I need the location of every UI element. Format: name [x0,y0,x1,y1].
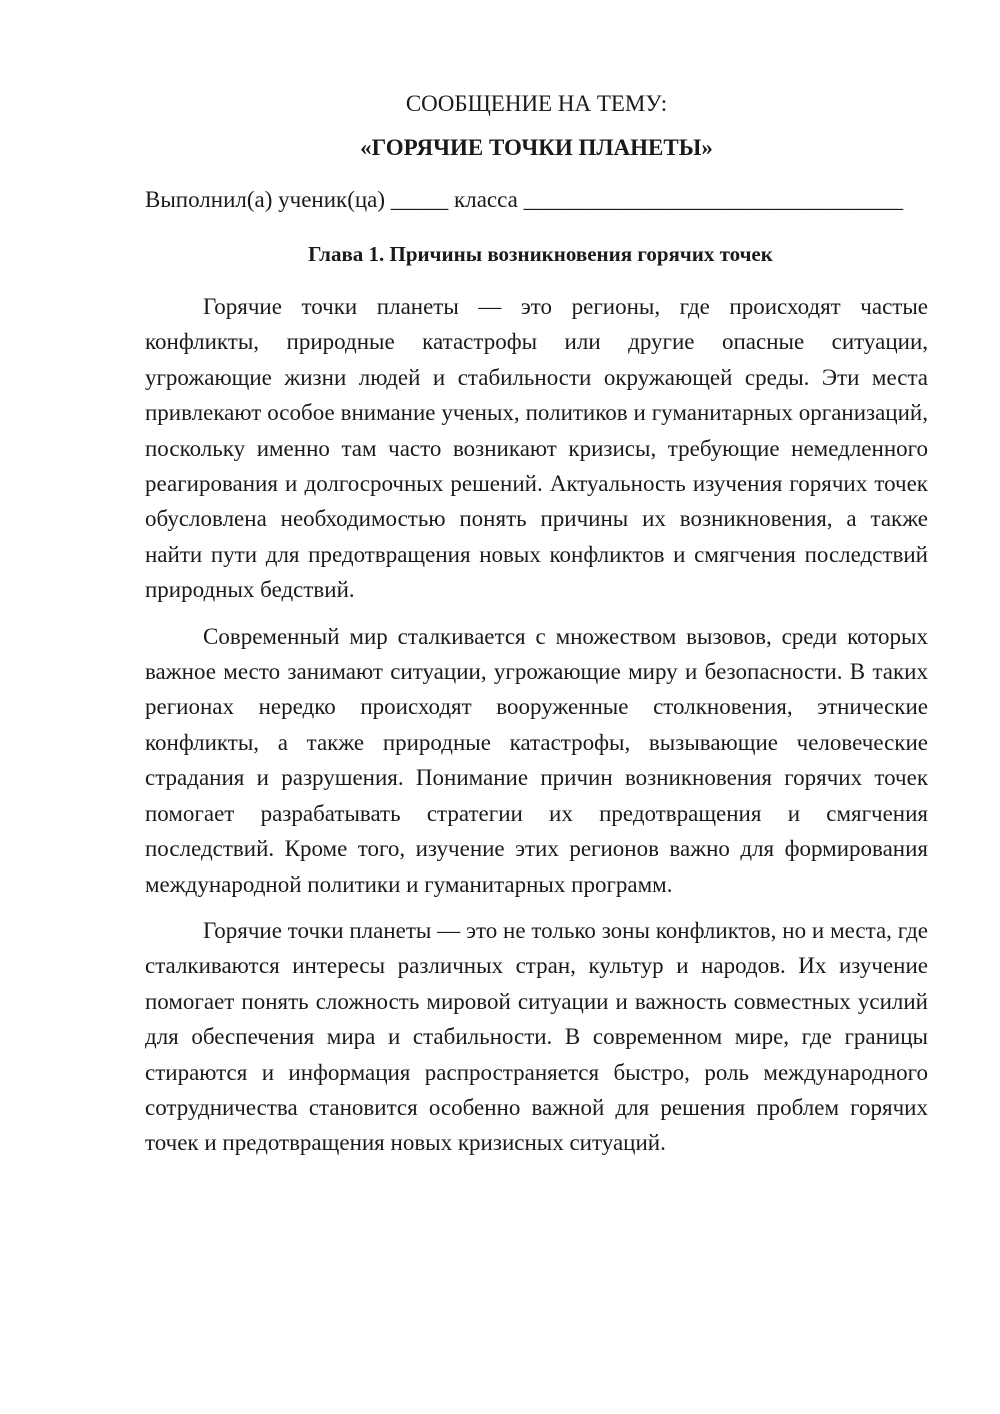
body-paragraph: Современный мир сталкивается с множеством вызовов, среди которых важное место занимают ситуации, угрожающие миру и безопасности. В таких регионах нередко происходят вооруженные столкновения, этнические конфликты, а также природные катастрофы, вызывающие человеческие страдания и разрушения. Понимание причин возникновения горячих точек помогает разрабатывать стратегии их предотвращения и смягчения последствий. Кроме того, изучение этих регионов важно для формирования международной политики и гуманитарных программ. [145,623,928,897]
body-paragraph: Горячие точки планеты — это регионы, где происходят частые конфликты, природные катастрофы или другие опасные ситуации, угрожающие жизни людей и стабильности окружающей среды. Эти места привлекают особое внимание ученых, политиков и гуманитарных организаций, поскольку именно там часто возникают кризисы, требующие немедленного реагирования и долгосрочных решений. Актуальность изучения горячих точек обусловлена необходимостью понять причины их возникновения, а также найти пути для предотвращения новых конфликтов и смягчения последствий природных бедствий. [145,294,928,603]
author-line: Выполнил(а) ученик(ца) _____ класса _________________________________ [145,187,904,212]
document-heading: СООБЩЕНИЕ НА ТЕМУ: [405,91,668,116]
document-page [145,92,928,1161]
chapter-title: Глава 1. Причины возникновения горячих точек [308,242,773,266]
document-topic-title: «ГОРЯЧИЕ ТОЧКИ ПЛАНЕТЫ» [360,135,713,160]
body-paragraph: Горячие точки планеты — это не только зоны конфликтов, но и места, где сталкиваются интересы различных стран, культур и народов. Их изучение помогает понять сложность мировой ситуации и важность совместных усилий для обеспечения мира и стабильности. В современном мире, где границы стираются и информация распространяется быстро, роль международного сотрудничества становится особенно важной для решения проблем горячих точек и предотвращения новых кризисных ситуаций. [145,917,928,1156]
